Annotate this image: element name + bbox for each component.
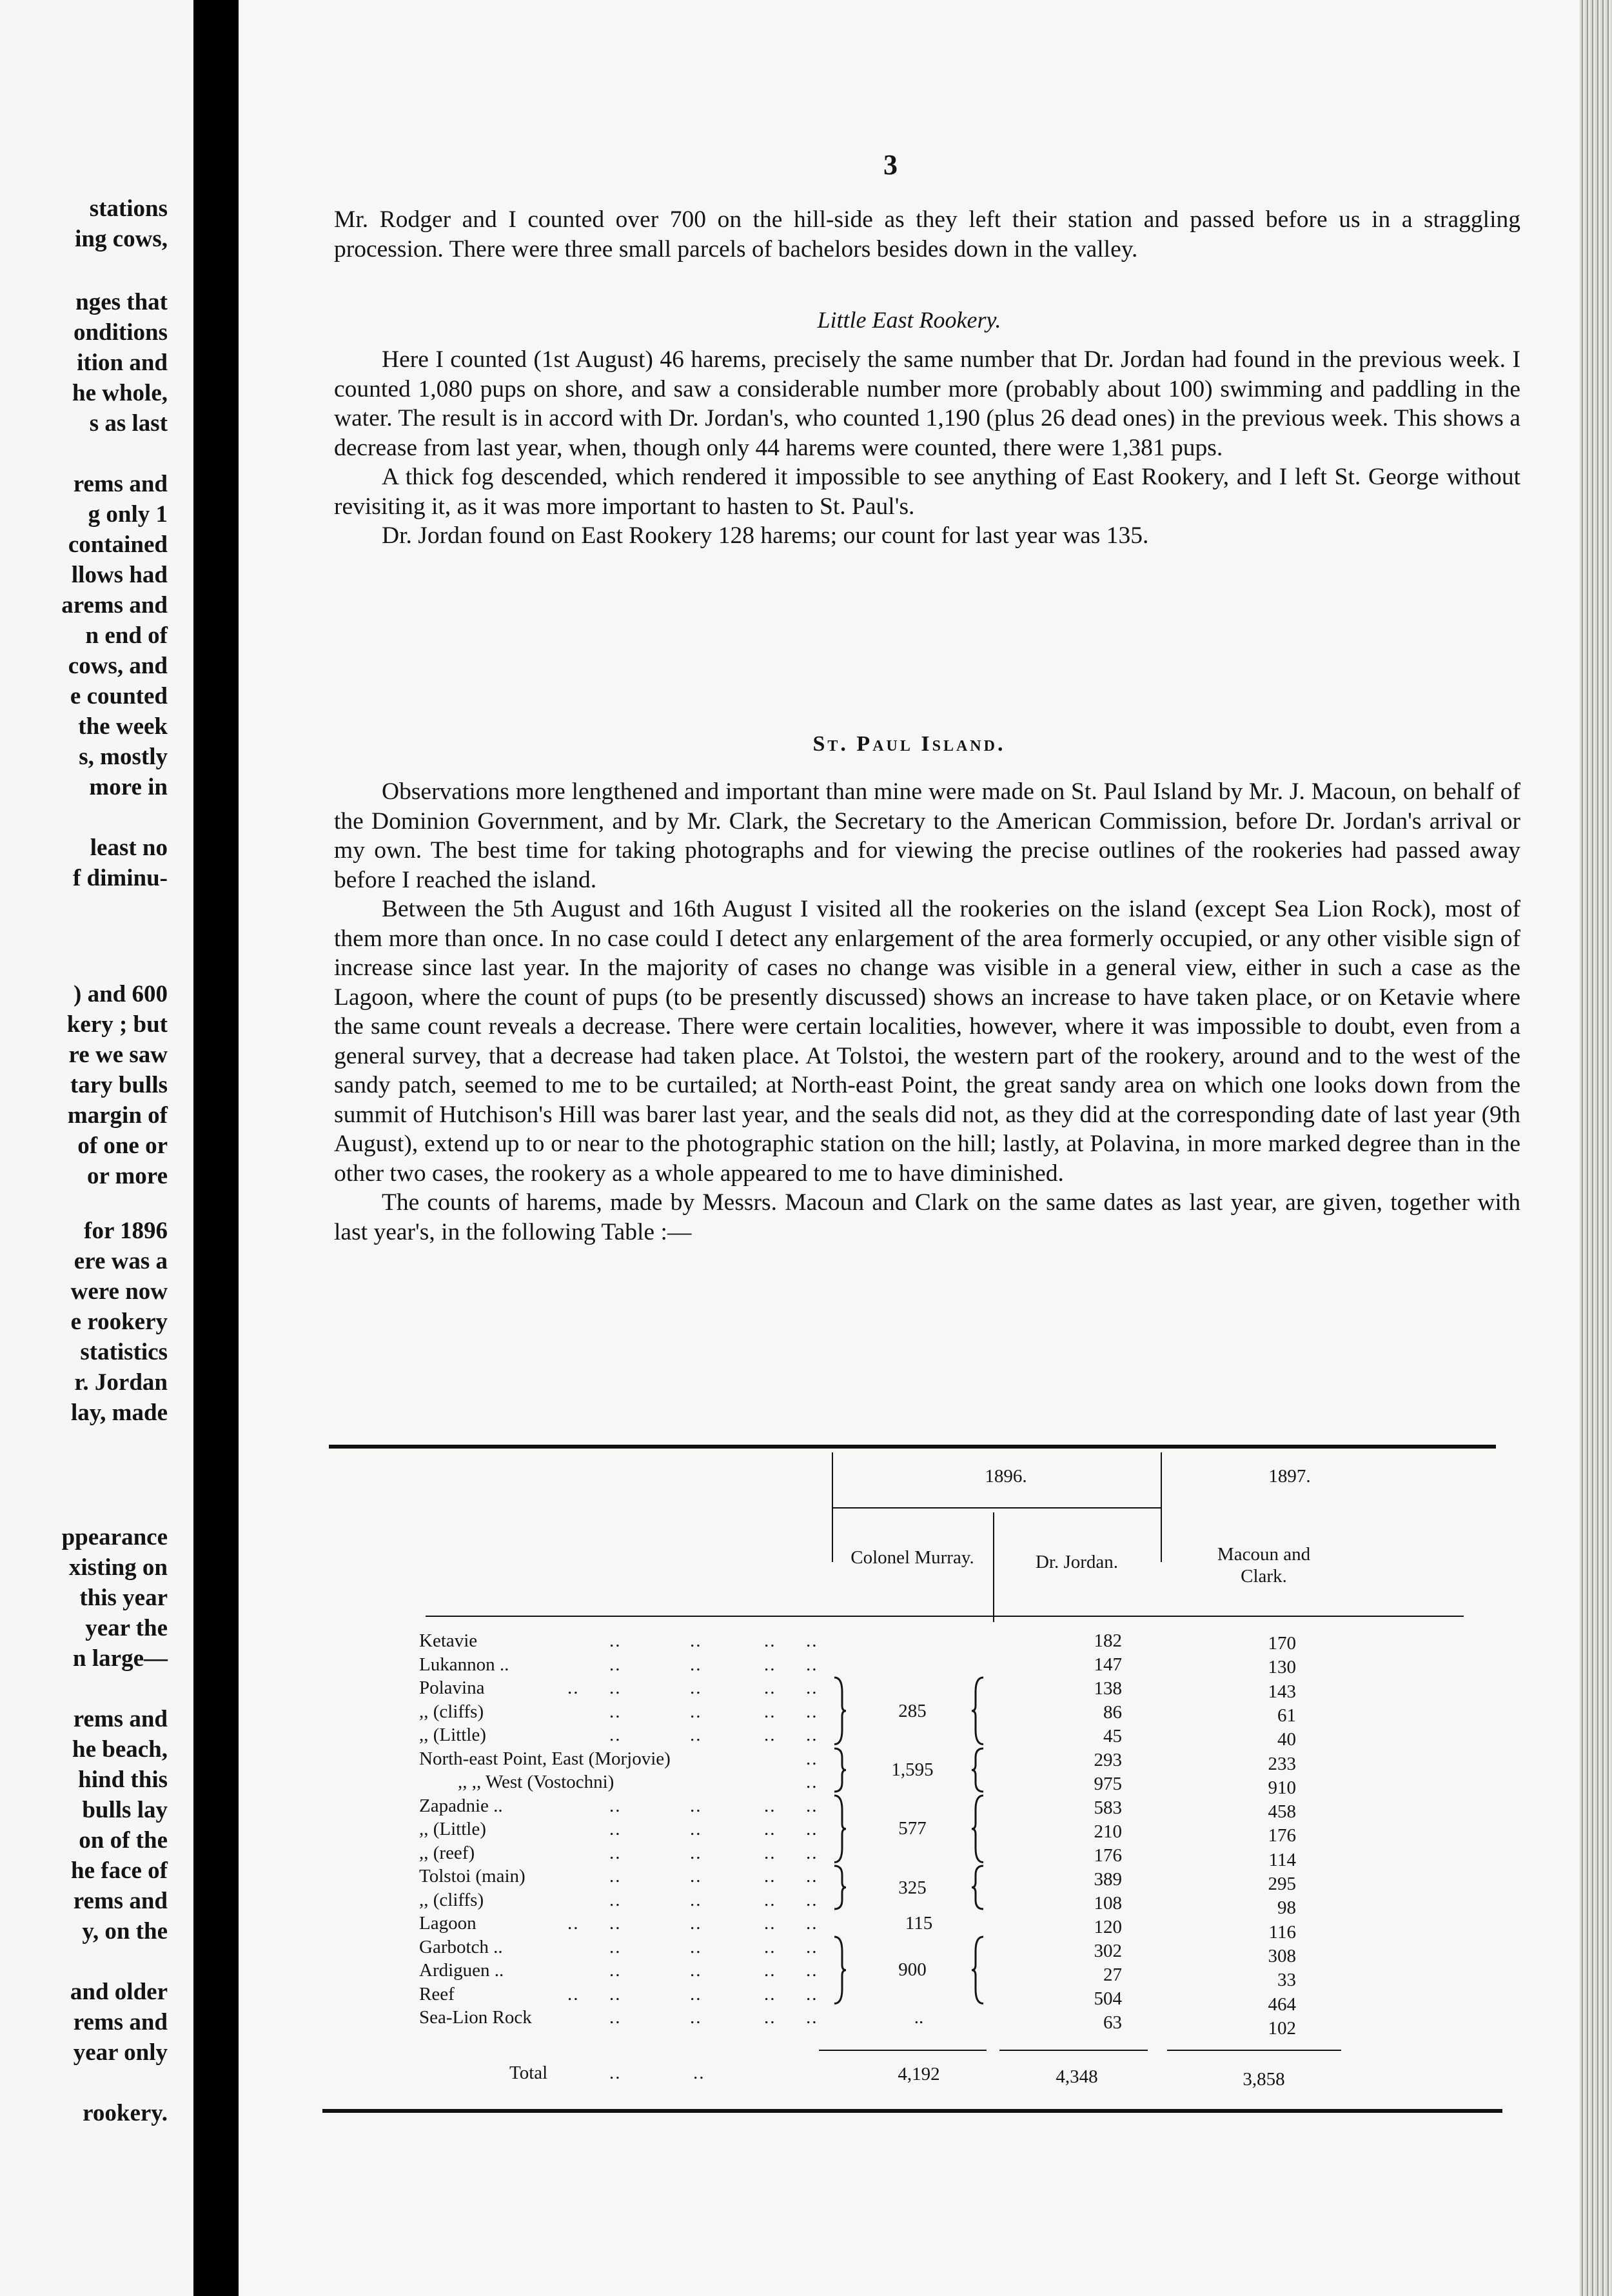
leader-dots: .. xyxy=(609,1913,622,1934)
leader-dots: .. xyxy=(806,1819,818,1839)
leader-dots: .. xyxy=(806,1654,818,1675)
header-dr-jordan: Dr. Jordan. xyxy=(1035,1552,1119,1572)
macoun-clark-value: 176 xyxy=(1268,1825,1296,1846)
total-rule xyxy=(819,2050,987,2051)
facing-page-line: rems and xyxy=(73,1706,168,1732)
row-label: Zapadnie .. xyxy=(419,1795,503,1816)
header-macoun-line1: Macoun and xyxy=(1217,1544,1311,1565)
facing-page-line: he beach, xyxy=(72,1736,168,1763)
leader-dots: .. xyxy=(806,2007,818,2028)
row-label: Tolstoi (main) xyxy=(419,1866,526,1886)
leader-dots: .. xyxy=(806,1772,818,1792)
page-edge xyxy=(1580,0,1612,2296)
facing-page-line: ing cows, xyxy=(75,226,168,252)
leader-dots: .. xyxy=(806,1866,818,1886)
leader-dots: .. xyxy=(567,1983,580,2004)
row-label: ,, (reef) xyxy=(419,1842,475,1863)
jordan-value: 975 xyxy=(1094,1774,1122,1794)
leader-dots: .. xyxy=(764,1936,776,1957)
facing-page-line: were now xyxy=(70,1278,168,1305)
leader-dots: .. xyxy=(690,1913,702,1934)
facing-page-line: arems and xyxy=(61,592,168,619)
facing-page-line: f diminu- xyxy=(72,865,168,891)
total-rule xyxy=(999,2050,1148,2051)
leader-dots: .. xyxy=(764,1819,776,1839)
leader-dots: .. xyxy=(764,1795,776,1816)
paragraph-little-east: Here I counted (1st August) 46 harems, precisely the same number that Dr. Jordan had found in the previous week. I counted 1,080 pups on shore, and saw a considerable number more (probably about 100) swimming and paddling in the water. The result is in accord with Dr. Jordan's, who counted 1,190 (plus 26 dead ones) in the previous week. This shows a decrease from last year, when, though only 44 harems were counted, there were 1,381 pups. A thick fog descended, which rendered it impossible to see anything of East Rookery, and I left St. George without revisiting it, as it was more important to hasten to St. Paul's. Dr. Jordan found on East Rookery 128 harems; our count for last year was 135. xyxy=(334,346,1520,549)
facing-page-line: s, mostly xyxy=(79,744,168,770)
leader-dots: .. xyxy=(609,1889,622,1910)
leader-dots: .. xyxy=(764,1725,776,1745)
murray-value: .. xyxy=(914,2007,924,2028)
row-label: North-east Point, East (Morjovie) xyxy=(419,1748,671,1769)
jordan-value: 147 xyxy=(1094,1654,1122,1675)
leader-dots: .. xyxy=(609,1842,622,1863)
macoun-clark-value: 114 xyxy=(1268,1849,1296,1870)
macoun-clark-value: 98 xyxy=(1277,1897,1296,1919)
facing-page-line: ition and xyxy=(77,350,168,376)
facing-page-line: e rookery xyxy=(70,1309,168,1335)
facing-page-line: least no xyxy=(90,835,168,861)
leader-dots: .. xyxy=(690,1819,702,1839)
facing-page-line: ) and 600 xyxy=(74,981,168,1007)
leader-dots: .. xyxy=(764,1630,776,1651)
facing-page-line: ere was a xyxy=(74,1248,168,1274)
leader-dots: .. xyxy=(609,1677,622,1698)
leader-dots: .. xyxy=(609,1983,622,2004)
leader-dots: .. xyxy=(806,1795,818,1816)
leader-dots: .. xyxy=(764,1677,776,1698)
facing-page-line: onditions xyxy=(73,319,168,346)
left-brace xyxy=(970,1935,986,2005)
leader-dots: .. xyxy=(806,1889,818,1910)
row-label: Lagoon xyxy=(419,1913,477,1934)
header-1896: 1896. xyxy=(985,1466,1027,1487)
total-jordan: 4,348 xyxy=(1056,2066,1098,2087)
heading-st-paul-island: St. Paul Island. xyxy=(812,732,1006,756)
macoun-clark-value: 464 xyxy=(1268,1994,1296,2015)
macoun-clark-value: 295 xyxy=(1268,1874,1296,1894)
jordan-value: 583 xyxy=(1094,1797,1122,1818)
jordan-value: 176 xyxy=(1094,1845,1122,1866)
facing-page-line: cows, and xyxy=(68,653,168,679)
right-brace xyxy=(832,1676,847,1746)
document-page xyxy=(239,0,1580,2296)
macoun-clark-value: 116 xyxy=(1268,1921,1296,1943)
murray-group-value: 325 xyxy=(898,1877,927,1898)
leader-dots: .. xyxy=(609,1630,622,1651)
facing-page-line: rems and xyxy=(73,1888,168,1914)
row-label: ,, ,, West (Vostochni) xyxy=(458,1772,614,1792)
facing-page-line: s as last xyxy=(89,410,168,437)
row-label: Ardiguen .. xyxy=(419,1960,504,1981)
table-header-rule xyxy=(426,1616,1464,1617)
macoun-clark-value: 308 xyxy=(1268,1945,1296,1966)
leader-dots: .. xyxy=(806,1913,818,1934)
heading-little-east-rookery: Little East Rookery. xyxy=(817,307,1001,333)
facing-page-line: ppearance xyxy=(61,1524,168,1550)
facing-page-line: kery ; but xyxy=(66,1011,168,1038)
facing-page-line: statistics xyxy=(80,1339,168,1365)
facing-page-line: more in xyxy=(89,774,168,800)
facing-page-line: g only 1 xyxy=(88,501,168,528)
macoun-clark-value: 61 xyxy=(1277,1705,1296,1726)
leader-dots: .. xyxy=(764,1889,776,1910)
total-leader-dots: .. xyxy=(693,2063,705,2083)
facing-page-line: he face of xyxy=(71,1857,168,1884)
leader-dots: .. xyxy=(609,1866,622,1886)
jordan-value: 389 xyxy=(1094,1869,1122,1890)
paragraph-st-paul: Observations more lengthened and important than mine were made on St. Paul Island by Mr. J. Macoun, on behalf of the Dominion Government, and by Mr. Clark, the Secretary to the American Commission, before Dr. Jordan's arrival or my own. The best time for taking photographs and for viewing the precise outlines of the rookeries had passed away before I reached the island. Between the 5th August and 16th August I visited all the rookeries on the island (except Sea Lion Rock), most of them more than once. In no case could I detect any enlargement of the area formerly occupied, or any other visible sign of increase since last year. In the majority of cases no change was visible in a general view, either in such a case as the Lagoon, where the count of pups (to be presently discussed) shows an increase to have taken place, or on Ketavie where the same count reveals a decrease. There were certain localities, however, where it was impossible to doubt, even from a general survey, that a decrease had taken place. At Tolstoi, the western part of the rookery, around and to the west of the sandy patch, seemed to me to be curtailed; at North-east Point, the great sandy area on which one looks down from the summit of Hutchison's Hill was barer last year, and the seals did not, as they did at the corresponding date of last year (9th August), extend up to or near to the photographic station on the hill; lastly, at Polavina, in more marked degree than in the other two cases, the rookery as a whole appeared to me to have diminished. The counts of harems, made by Messrs. Macoun and Clark on the same dates as last year, are given, together with last year's, in the following Table :— xyxy=(334,778,1520,1245)
leader-dots: .. xyxy=(806,1701,818,1722)
table-bottom-rule xyxy=(322,2109,1502,2113)
leader-dots: .. xyxy=(764,1983,776,2004)
murray-group-value: 577 xyxy=(898,1818,927,1839)
facing-page-line: tary bulls xyxy=(70,1072,168,1098)
leader-dots: .. xyxy=(690,1889,702,1910)
total-macoun-clark: 3,858 xyxy=(1243,2069,1285,2090)
right-brace xyxy=(832,1747,847,1793)
header-1897: 1897. xyxy=(1268,1466,1311,1487)
leader-dots: .. xyxy=(690,1983,702,2004)
leader-dots: .. xyxy=(609,1725,622,1745)
leader-dots: .. xyxy=(690,1701,702,1722)
leader-dots: .. xyxy=(764,2007,776,2028)
left-brace xyxy=(970,1747,986,1793)
jordan-value: 63 xyxy=(1103,2012,1122,2033)
leader-dots: .. xyxy=(567,1913,580,1934)
jordan-value: 45 xyxy=(1103,1726,1122,1747)
left-brace xyxy=(970,1676,986,1746)
header-colonel-murray: Colonel Murray. xyxy=(850,1547,974,1568)
leader-dots: .. xyxy=(690,1677,702,1698)
leader-dots: .. xyxy=(690,1630,702,1651)
facing-page-line: he whole, xyxy=(72,380,168,406)
leader-dots: .. xyxy=(806,1960,818,1981)
facing-page-line: year only xyxy=(73,2039,168,2066)
jordan-value: 504 xyxy=(1094,1988,1122,2009)
jordan-value: 293 xyxy=(1094,1750,1122,1770)
left-brace xyxy=(970,1865,986,1910)
facing-page-fragment xyxy=(0,0,193,2296)
facing-page-line: for 1896 xyxy=(84,1218,168,1244)
facing-page-line: bulls lay xyxy=(82,1797,168,1823)
leader-dots: .. xyxy=(690,2007,702,2028)
table-rule xyxy=(832,1507,1161,1509)
leader-dots: .. xyxy=(567,1677,580,1698)
facing-page-line: rems and xyxy=(73,471,168,497)
facing-page-line: llows had xyxy=(71,562,168,588)
book-gutter xyxy=(193,0,239,2296)
facing-page-line: rems and xyxy=(73,2009,168,2035)
leader-dots: .. xyxy=(806,1748,818,1769)
macoun-clark-value: 130 xyxy=(1268,1657,1296,1678)
leader-dots: .. xyxy=(764,1654,776,1675)
leader-dots: .. xyxy=(764,1960,776,1981)
murray-group-value: 900 xyxy=(898,1959,927,1981)
murray-group-value: 1,595 xyxy=(891,1759,934,1780)
page-number: 3 xyxy=(883,149,898,181)
right-brace xyxy=(832,1935,847,2005)
leader-dots: .. xyxy=(609,1795,622,1816)
facing-page-line: xisting on xyxy=(68,1554,168,1581)
total-rule xyxy=(1167,2050,1341,2051)
row-label: ,, (Little) xyxy=(419,1819,486,1839)
leader-dots: .. xyxy=(609,1701,622,1722)
total-label: Total xyxy=(509,2063,548,2083)
facing-page-line: rookery. xyxy=(83,2100,168,2126)
jordan-value: 210 xyxy=(1094,1821,1122,1842)
row-label: Lukannon .. xyxy=(419,1654,509,1675)
macoun-clark-value: 910 xyxy=(1268,1777,1296,1798)
header-macoun-clark xyxy=(1161,1543,1367,1587)
leader-dots: .. xyxy=(806,1936,818,1957)
facing-page-line: r. Jordan xyxy=(74,1369,168,1396)
row-label: ,, (cliffs) xyxy=(419,1889,484,1910)
macoun-clark-value: 458 xyxy=(1268,1801,1296,1823)
macoun-clark-value: 233 xyxy=(1268,1753,1296,1774)
jordan-value: 138 xyxy=(1094,1678,1122,1699)
macoun-clark-value: 170 xyxy=(1268,1633,1296,1654)
total-leader-dots: .. xyxy=(609,2063,622,2083)
row-label: Reef xyxy=(419,1983,455,2004)
leader-dots: .. xyxy=(690,1842,702,1863)
murray-group-value: 285 xyxy=(898,1700,927,1721)
jordan-value: 27 xyxy=(1103,1964,1122,1985)
leader-dots: .. xyxy=(609,1960,622,1981)
facing-page-line: the week xyxy=(78,713,168,740)
facing-page-line: hind this xyxy=(78,1767,168,1793)
leader-dots: .. xyxy=(609,1654,622,1675)
macoun-clark-value: 102 xyxy=(1268,2017,1296,2039)
facing-page-line: lay, made xyxy=(70,1400,168,1426)
facing-page-line: on of the xyxy=(79,1827,168,1854)
facing-page-line: e counted xyxy=(70,683,168,709)
facing-page-line: y, on the xyxy=(82,1918,168,1945)
jordan-value: 182 xyxy=(1094,1630,1122,1651)
jordan-value: 120 xyxy=(1094,1917,1122,1937)
leader-dots: .. xyxy=(690,1654,702,1675)
jordan-value: 108 xyxy=(1094,1893,1122,1914)
leader-dots: .. xyxy=(690,1866,702,1886)
row-label: ,, (Little) xyxy=(419,1725,486,1745)
leader-dots: .. xyxy=(609,2007,622,2028)
facing-page-line: and older xyxy=(70,1979,168,2005)
leader-dots: .. xyxy=(690,1725,702,1745)
macoun-clark-value: 33 xyxy=(1277,1970,1296,1991)
facing-page-line: stations xyxy=(89,195,168,222)
leader-dots: .. xyxy=(806,1842,818,1863)
leader-dots: .. xyxy=(609,1936,622,1957)
leader-dots: .. xyxy=(764,1866,776,1886)
leader-dots: .. xyxy=(764,1842,776,1863)
jordan-value: 302 xyxy=(1094,1941,1122,1961)
total-murray: 4,192 xyxy=(898,2064,940,2084)
jordan-value: 86 xyxy=(1103,1702,1122,1723)
facing-page-line: n end of xyxy=(85,622,168,649)
facing-page-line: n large— xyxy=(73,1645,168,1672)
facing-page-line: or more xyxy=(86,1163,168,1189)
macoun-clark-value: 143 xyxy=(1268,1681,1296,1702)
leader-dots: .. xyxy=(690,1936,702,1957)
row-label: Polavina xyxy=(419,1677,485,1698)
macoun-clark-value: 40 xyxy=(1277,1729,1296,1750)
facing-page-line: year the xyxy=(85,1615,168,1641)
leader-dots: .. xyxy=(806,1983,818,2004)
leader-dots: .. xyxy=(764,1701,776,1722)
row-label: Garbotch .. xyxy=(419,1936,503,1957)
facing-page-line: contained xyxy=(68,531,168,558)
leader-dots: .. xyxy=(806,1677,818,1698)
facing-page-line: this year xyxy=(79,1585,168,1611)
leader-dots: .. xyxy=(690,1960,702,1981)
facing-page-line: margin of xyxy=(67,1102,168,1129)
leader-dots: .. xyxy=(806,1630,818,1651)
murray-value: 115 xyxy=(905,1913,933,1934)
leader-dots: .. xyxy=(764,1913,776,1934)
leader-dots: .. xyxy=(609,1819,622,1839)
row-label: ,, (cliffs) xyxy=(419,1701,484,1722)
row-label: Sea-Lion Rock xyxy=(419,2007,532,2028)
row-label: Ketavie xyxy=(419,1630,478,1651)
facing-page-line: of one or xyxy=(77,1133,168,1159)
paragraph-rodger: Mr. Rodger and I counted over 700 on the hill-side as they left their station and passed before us in a straggling procession. There were three small parcels of bachelors besides down in the valley. xyxy=(334,206,1520,262)
leader-dots: .. xyxy=(806,1725,818,1745)
table-top-rule xyxy=(329,1445,1496,1449)
right-brace xyxy=(832,1865,847,1910)
facing-page-line: nges that xyxy=(75,289,168,315)
header-macoun-line2: Clark. xyxy=(1241,1566,1287,1587)
left-brace xyxy=(970,1794,986,1864)
right-brace xyxy=(832,1794,847,1864)
facing-page-line: re we saw xyxy=(68,1042,168,1068)
leader-dots: .. xyxy=(690,1795,702,1816)
